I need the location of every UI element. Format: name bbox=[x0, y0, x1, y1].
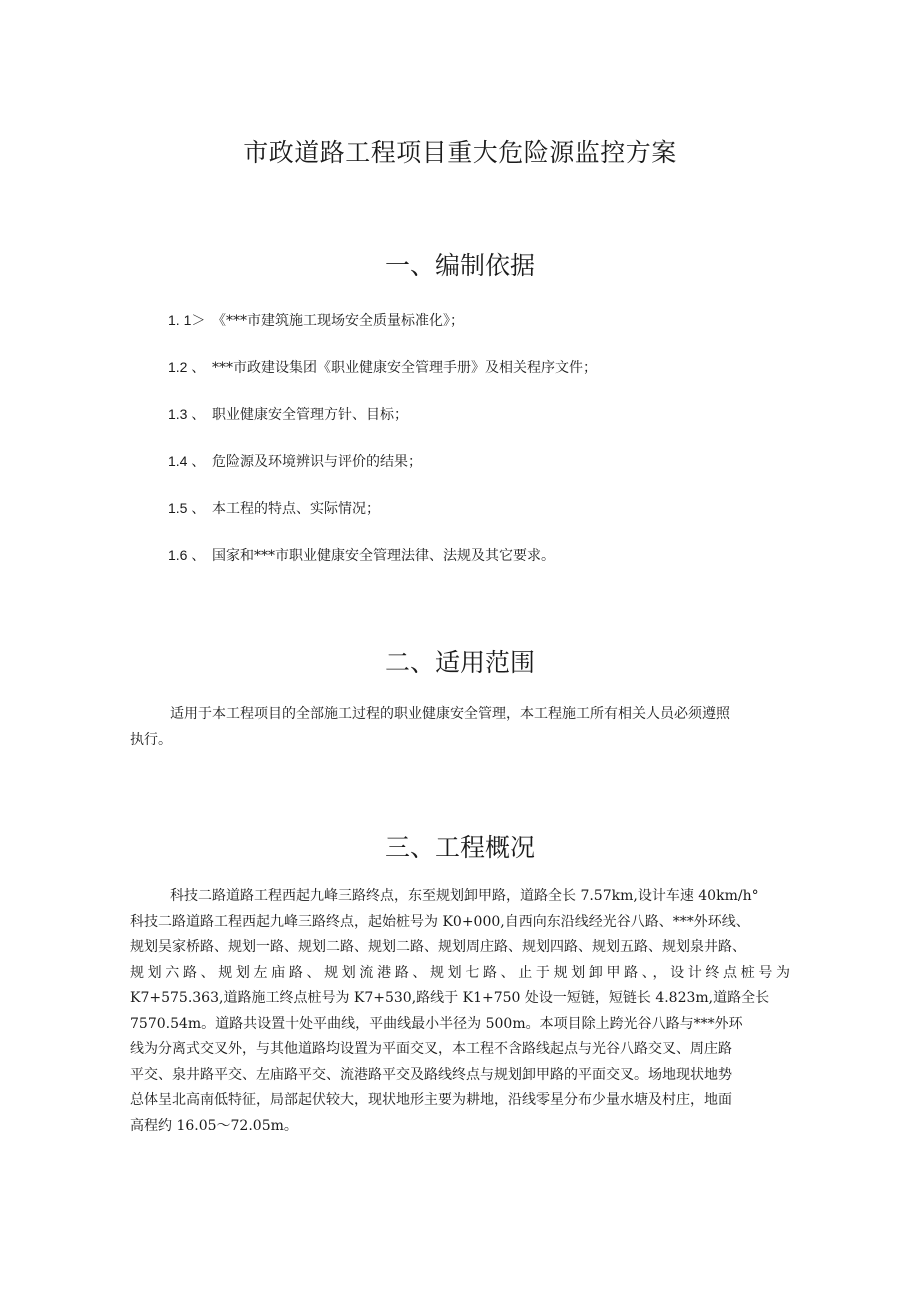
list-item-number: 1.5 、 bbox=[168, 500, 206, 516]
document-title: 市政道路工程项目重大危险源监控方案 bbox=[243, 138, 677, 167]
list-item-text: 本工程的特点、实际情况； bbox=[212, 501, 380, 517]
paragraph-line: 7570.54m。道路共设置十处平曲线，平曲线最小半径为 500m。本项目除上跨光谷八路与***外环 bbox=[130, 1015, 743, 1032]
list-item-number: 1.3 、 bbox=[168, 406, 206, 422]
paragraph-line: 规划六路、规划左庙路、规划流港路、规划七路、止于规划卸甲路、，设计终点桩号为 bbox=[130, 964, 790, 981]
paragraph-line: 规划吴家桥路、规划一路、规划二路、规划二路、规划周庄路、规划四路、规划五路、规划泉井路、 bbox=[130, 939, 746, 955]
section-heading-basis: 一、编制依据 bbox=[384, 251, 535, 280]
paragraph-line: 平交、泉井路平交、左庙路平交、流港路平交及路线终点与规划卸甲路的平面交叉。场地现状地势 bbox=[130, 1066, 732, 1083]
list-item bbox=[168, 499, 597, 546]
section-heading-scope: 二、适用范围 bbox=[384, 648, 535, 677]
paragraph-line: K7+575.363,道路施工终点桩号为 K7+530,路线于 K1+750 处设一短链，短链长 4.823m,道路全长 bbox=[130, 990, 770, 1006]
list-item bbox=[168, 546, 597, 593]
list-item-text: 危险源及环境辨识与评价的结果； bbox=[212, 454, 422, 470]
paragraph-line: 适用于本工程项目的全部施工过程的职业健康安全管理，本工程施工所有相关人员必须遵照 bbox=[170, 706, 730, 722]
list-item-text: 《***市建筑施工现场安全质量标准化》； bbox=[212, 313, 464, 329]
paragraph-line: 执行。 bbox=[130, 731, 172, 748]
list-item-text: ***市政建设集团《职业健康安全管理手册》及相关程序文件； bbox=[212, 360, 597, 376]
list-item-text: 职业健康安全管理方针、目标； bbox=[212, 407, 408, 423]
paragraph-line: 科技二路道路工程西起九峰三路终点，东至规划卸甲路，道路全长 7.57km,设计车速 40km/h° bbox=[170, 888, 759, 904]
basis-list bbox=[168, 311, 597, 593]
paragraph-line: 科技二路道路工程西起九峰三路终点，起始桩号为 K0+000,自西向东沿线经光谷八路、***外环线、 bbox=[130, 913, 750, 930]
list-item-number: 1. 1＞ bbox=[168, 312, 206, 328]
list-item-text: 国家和***市职业健康安全管理法律、法规及其它要求。 bbox=[212, 548, 555, 564]
list-item bbox=[168, 405, 597, 452]
scope-paragraph bbox=[130, 702, 790, 753]
list-item bbox=[168, 358, 597, 405]
paragraph-line: 线为分离式交叉外，与其他道路均设置为平面交叉，本工程不含路线起点与光谷八路交叉、周庄路 bbox=[130, 1041, 732, 1057]
list-item-number: 1.6 、 bbox=[168, 547, 206, 563]
list-item bbox=[168, 452, 597, 499]
list-item-number: 1.2 、 bbox=[168, 359, 206, 375]
list-item bbox=[168, 311, 597, 358]
overview-paragraph bbox=[130, 884, 790, 1139]
paragraph-line: 高程约 16.05～72.05m。 bbox=[130, 1117, 298, 1134]
paragraph-line: 总体呈北高南低特征，局部起伏较大，现状地形主要为耕地，沿线零星分布少量水塘及村庄，地面 bbox=[130, 1092, 732, 1108]
section-heading-overview: 三、工程概况 bbox=[384, 833, 535, 862]
list-item-number: 1.4 、 bbox=[168, 453, 206, 469]
